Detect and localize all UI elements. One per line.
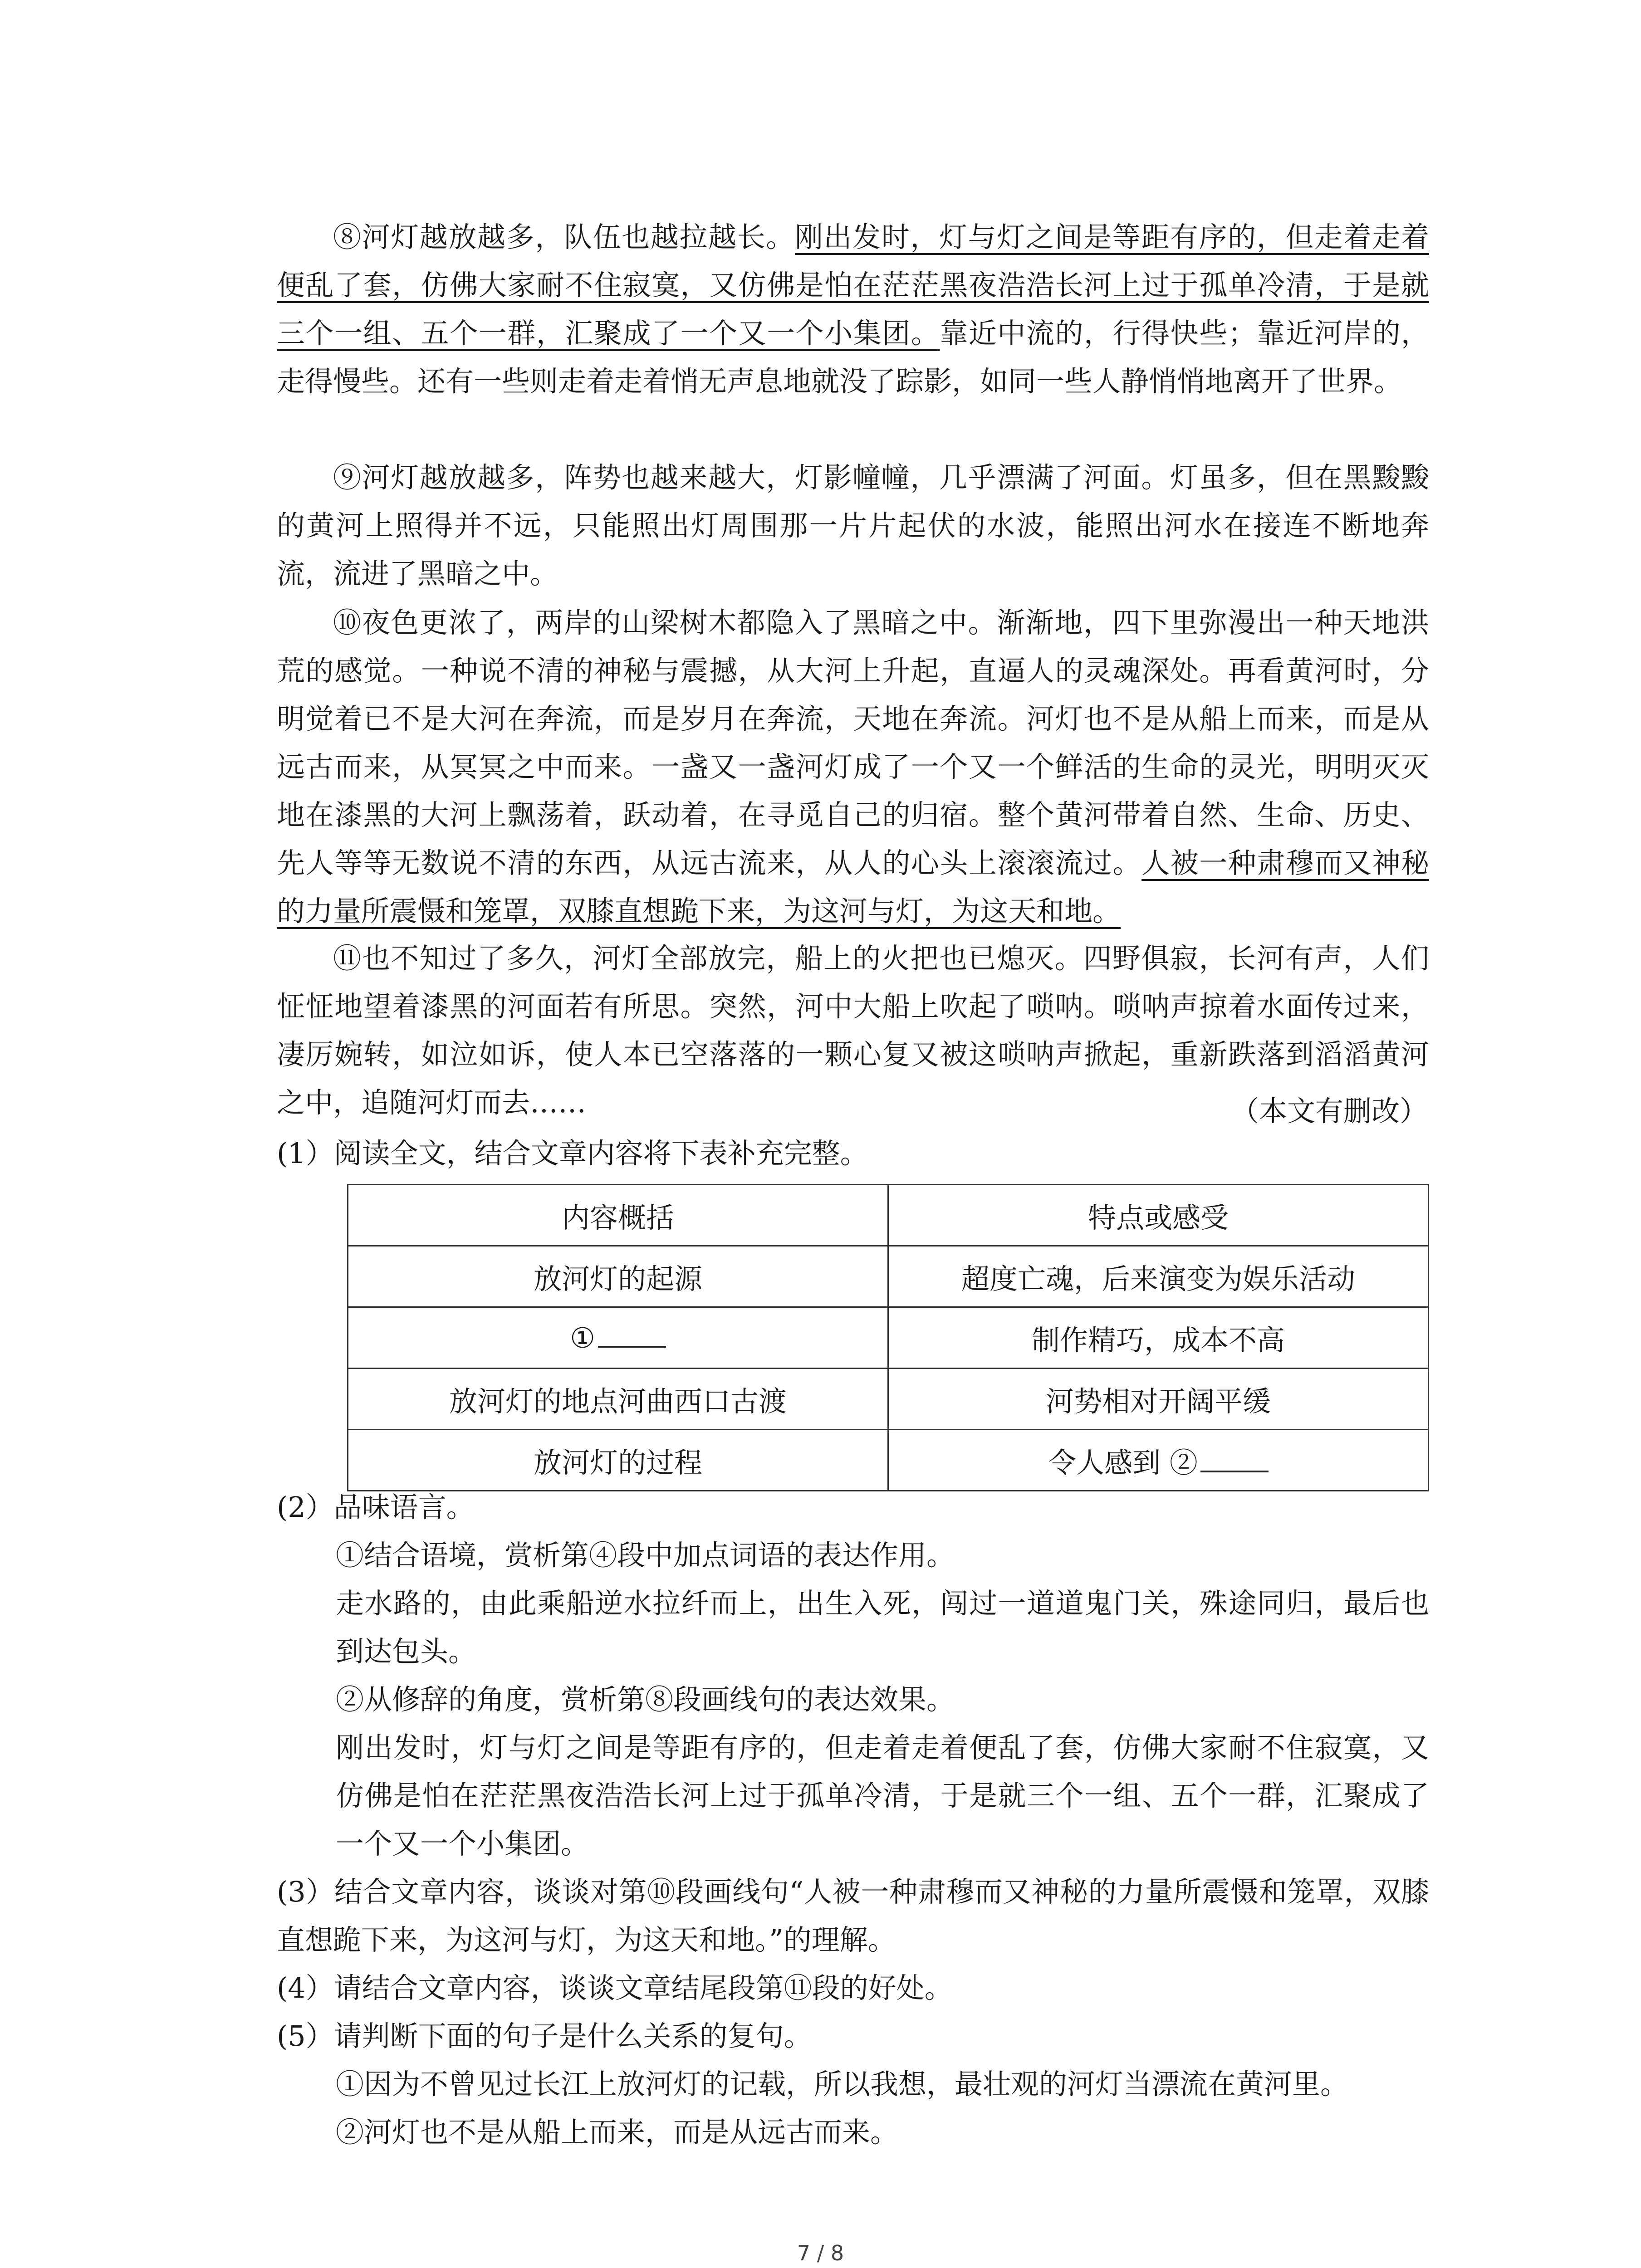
question-2-sub1-text: 走水路的，由此乘船逆水拉纤而上，出生入死，闯过一道道鬼门关，殊途同归，最后也到达包头。 bbox=[336, 1587, 1429, 1668]
table-row bbox=[348, 1430, 1429, 1491]
table-header: 特点或感受 bbox=[888, 1185, 1429, 1246]
question-4-label: (4）请结合文章内容，谈谈文章结尾段第⑪段的好处。 bbox=[277, 1971, 953, 2004]
table-cell: 制作精巧，成本不高 bbox=[888, 1307, 1429, 1369]
paragraph-9: ⑨河灯越放越多，阵势也越来越大，灯影幢幢，几乎漂满了河面。灯虽多，但在黑黢黢的黄河上照得并不远，只能照出灯周围那一片片起伏的水波，能照出河水在接连不断地奔流，流进了黑暗之中。 bbox=[277, 461, 1429, 590]
table-cell: 放河灯的起源 bbox=[348, 1246, 888, 1307]
table-cell bbox=[888, 1430, 1429, 1491]
answer-blank-1[interactable] bbox=[598, 1341, 666, 1348]
source-note: （本文有删改） bbox=[1230, 1095, 1428, 1128]
blank-prompt: 令人感到 ② bbox=[1048, 1446, 1198, 1479]
table-row bbox=[348, 1307, 1429, 1369]
question-5-label: (5）请判断下面的句子是什么关系的复句。 bbox=[277, 2019, 812, 2053]
question-1-label: (1）阅读全文，结合文章内容将下表补充完整。 bbox=[277, 1137, 868, 1170]
question-2-sub1: ①结合语境，赏析第④段中加点词语的表达作用。 bbox=[336, 1539, 955, 1572]
question-2-sub2-text: 刚出发时，灯与灯之间是等距有序的，但走着走着便乱了套，仿佛大家耐不住寂寞，又仿佛是怕在茫茫黑夜浩浩长河上过于孤单冷清，于是就三个一组、五个一群，汇聚成了一个又一个小集团。 bbox=[336, 1731, 1429, 1860]
question-5-sentence-2: ②河灯也不是从船上而来，而是从远古而来。 bbox=[336, 2116, 899, 2149]
table-cell: 放河灯的地点河曲西口古渡 bbox=[348, 1369, 888, 1430]
table-cell: 河势相对开阔平缓 bbox=[888, 1369, 1429, 1430]
p8-end: 靠近中流的，行得快些；靠近河岸的，走得慢些。还有一些则走着走着悄无声息地就没了踪影，如同一些人静悄悄地离开了世界。 bbox=[277, 317, 1429, 398]
table-header-row bbox=[348, 1185, 1429, 1246]
paragraph-8 bbox=[277, 213, 1429, 406]
page-number: 7 / 8 bbox=[797, 2241, 844, 2265]
p8-start: ⑧河灯越放越多，队伍也越拉越长。 bbox=[333, 220, 795, 254]
table-cell: 放河灯的过程 bbox=[348, 1430, 888, 1491]
p10-underlined-sentence: 人被一种肃穆而又神秘的力量所震慑和笼罩，双膝直想跪下来，为这河与灯，为这天和地。 bbox=[277, 846, 1429, 928]
table-cell: 超度亡魂，后来演变为娱乐活动 bbox=[888, 1246, 1429, 1307]
blank-marker: ① bbox=[570, 1321, 595, 1354]
question-5-sentence-1: ①因为不曾见过长江上放河灯的记载，所以我想，最壮观的河灯当漂流在黄河里。 bbox=[336, 2068, 1349, 2101]
question-2-sub2: ②从修辞的角度，赏析第⑧段画线句的表达效果。 bbox=[336, 1683, 955, 1716]
question-2-label: (2）品味语言。 bbox=[277, 1491, 475, 1524]
table-cell bbox=[348, 1307, 888, 1369]
table-header: 内容概括 bbox=[348, 1185, 888, 1246]
paragraph-11: ⑪也不知过了多久，河灯全部放完，船上的火把也已熄灭。四野俱寂，长河有声，人们怔怔地望着漆黑的河面若有所思。突然，河中大船上吹起了唢呐。唢呐声掠着水面传过来，凄厉婉转，如泣如诉，使人本已空落落的一颗心复又被这唢呐声掀起，重新跌落到滔滔黄河之中，追随河灯而去…… bbox=[277, 942, 1429, 1119]
answer-blank-2[interactable] bbox=[1200, 1466, 1269, 1472]
table-row bbox=[348, 1369, 1429, 1430]
paragraph-10 bbox=[277, 599, 1429, 935]
p8-underlined-sentence: 刚出发时，灯与灯之间是等距有序的，但走着走着便乱了套，仿佛大家耐不住寂寞，又仿佛是怕在茫茫黑夜浩浩长河上过于孤单冷清，于是就三个一组、五个一群，汇聚成了一个又一个小集团。 bbox=[277, 220, 1429, 350]
question-3-label: (3）结合文章内容，谈谈对第⑩段画线句“人被一种肃穆而又神秘的力量所震慑和笼罩，双膝直想跪下来，为这河与灯，为这天和地。”的理解。 bbox=[277, 1875, 1429, 1956]
summary-table bbox=[347, 1184, 1429, 1491]
p10-start: ⑩夜色更浓了，两岸的山梁树木都隐入了黑暗之中。渐渐地，四下里弥漫出一种天地洪荒的感觉。一种说不清的神秘与震撼，从大河上升起，直逼人的灵魂深处。再看黄河时，分明觉着已不是大河在奔流，而是岁月在奔流，天地在奔流。河灯也不是从船上而来，而是从远古而来，从冥冥之中而来。一盏又一盏河灯成了一个又一个鲜活的生命的灵光，明明灭灭地在漆黑的大河上飘荡着，跃动着，在寻觅自己的归宿。整个黄河带着自然、生命、历史、先人等等无数说不清的东西，从远古流来，从人的心头上滚滚流过。 bbox=[277, 606, 1429, 880]
table-row bbox=[348, 1246, 1429, 1307]
